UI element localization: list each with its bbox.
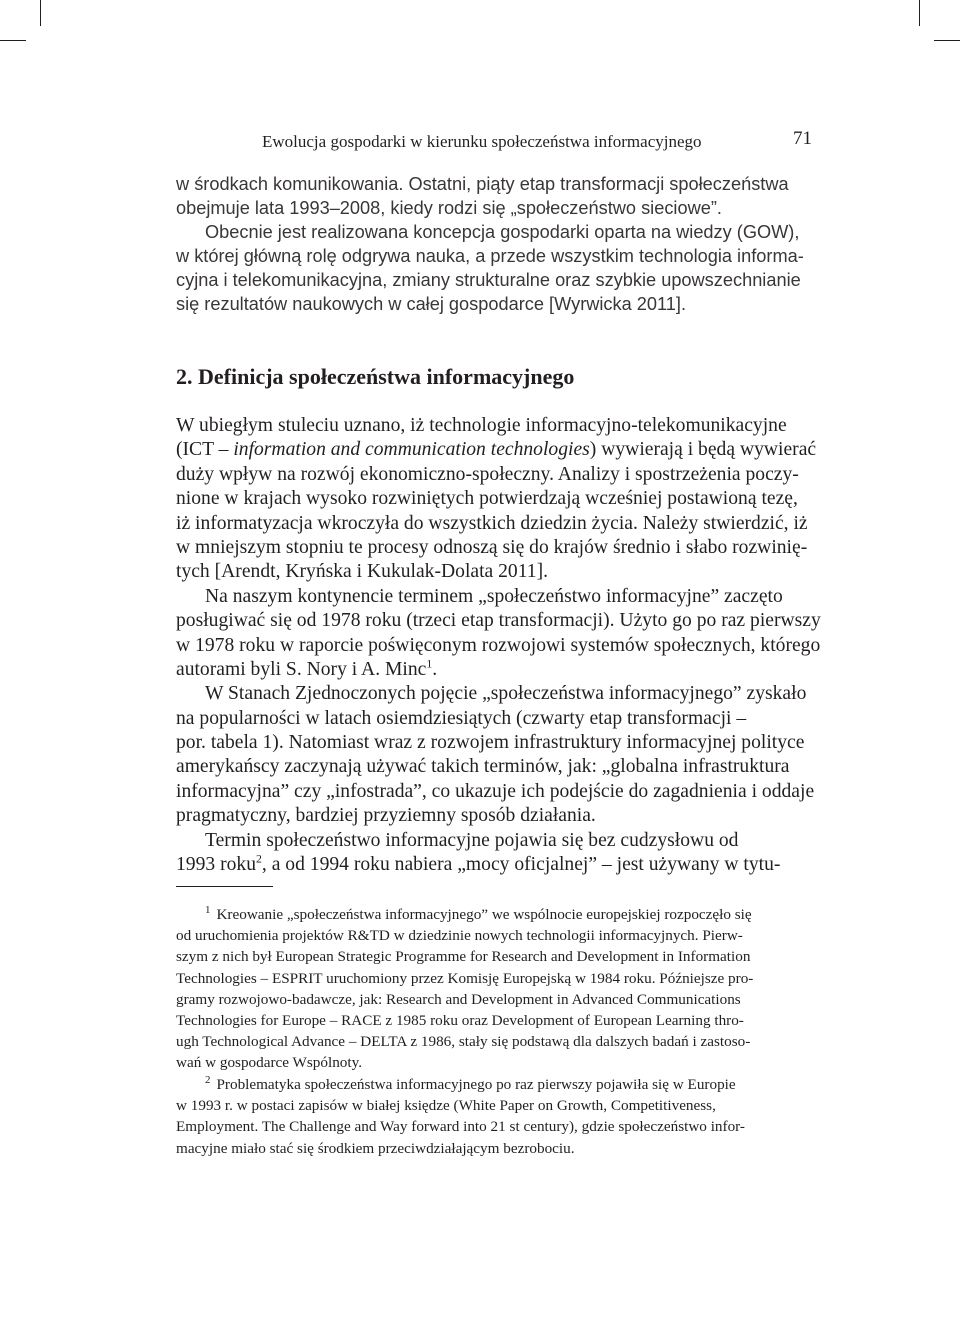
- text-line: autorami byli S. Nory i A. Minc$^1$.: [176, 657, 438, 680]
- text-line: szym z nich był European Strategic Programme for Research and Development in Information: [176, 948, 751, 966]
- crop-mark: [40, 0, 41, 26]
- text-line: duży wpływ na rozwój ekonomiczno-społeczny. Analizy i spostrzeżenia poczy-: [176, 463, 799, 485]
- page-number: 71: [793, 128, 812, 149]
- text-line: obejmuje lata 1993–2008, kiedy rodzi się „społeczeństwo sieciowe”.: [176, 198, 722, 218]
- section-heading: 2. Definicja społeczeństwa informacyjnego: [176, 364, 575, 389]
- text-line: nione w krajach wysoko rozwiniętych potwierdzają wcześniej postawioną tezę,: [176, 488, 798, 510]
- crop-mark: [934, 40, 960, 41]
- footnote-mark: 2: [205, 1073, 211, 1086]
- crop-mark: [919, 0, 920, 26]
- text-line: Obecnie jest realizowana koncepcja gospodarki oparta na wiedzy (GOW),: [205, 222, 800, 242]
- text-line: cyjna i telekomunikacyjna, zmiany strukturalne oraz szybkie upowszechnianie: [176, 270, 801, 290]
- text-line: Na naszym kontynencie terminem „społeczeństwo informacyjne” zaczęto: [205, 585, 783, 607]
- text-line: w mniejszym stopniu te procesy odnoszą się do krajów średnio i słabo rozwinię-: [176, 536, 808, 558]
- text-line: Termin społeczeństwo informacyjne pojawia się bez cudzysłowu od: [205, 829, 739, 851]
- running-header: [262, 128, 812, 158]
- text-line: pragmatyczny, bardziej przyziemny sposób działania.: [176, 805, 596, 827]
- footnote-2: [176, 1074, 812, 1159]
- italic-term: information and communication technologies: [233, 439, 590, 461]
- footnote-ref[interactable]: 1: [426, 657, 433, 671]
- text-line: $^1$ Kreowanie „społeczeństwa informacyjnego” we wspólnocie europejskiej rozpoczęło się: [205, 903, 752, 923]
- text-line: $^2$ Problematyka społeczeństwa informacyjnego po raz pierwszy pojawiła się w Europie: [205, 1073, 736, 1093]
- body-text: [176, 414, 821, 877]
- footnote-separator: [176, 886, 273, 887]
- text-line: Employment. The Challenge and Way forward into 21 st century), gdzie społeczeństwo infor-: [176, 1118, 745, 1136]
- text-line: ugh Technological Advance – DELTA z 1986, stały się podstawą dla dalszych badań i zastoso-: [176, 1033, 751, 1051]
- text-line: Technologies – ESPRIT uruchomiony przez Komisję Europejską w 1984 roku. Późniejsze pro-: [176, 969, 754, 987]
- text-line: amerykańscy zaczynają używać takich terminów, jak: „globalna infrastruktura: [176, 756, 790, 778]
- top-paragraph: [176, 172, 812, 316]
- text-line: por. tabela 1). Natomiast wraz z rozwojem infrastruktury informacyjnej polityce: [176, 732, 805, 754]
- text-line: W Stanach Zjednoczonych pojęcie „społeczeństwa informacyjnego” zyskało: [205, 683, 807, 705]
- text-line: macyjne miało stać się środkiem przeciwdziałającym bezrobociu.: [176, 1139, 575, 1157]
- text-line: 1993 roku$^2$, a od 1994 roku nabiera „mocy oficjalnej” – jest używany w tytu-: [176, 852, 781, 876]
- text-line: w środkach komunikowania. Ostatni, piąty etap transformacji społeczeństwa: [176, 174, 789, 194]
- text-line: gramy rozwojowo-badawcze, jak: Research and Development in Advanced Communications: [176, 990, 741, 1008]
- text-line: w 1978 roku w raporcie poświęconym rozwojowi systemów społecznych, którego: [176, 634, 821, 656]
- text-line: iż informatyzacja wkroczyła do wszystkich dziedzin życia. Należy stwierdzić, iż: [176, 512, 808, 534]
- text-line: na popularności w latach osiemdziesiątych (czwarty etap transformacji –: [176, 707, 747, 729]
- text-line: informacyjna” czy „infostrada”, co ukazuje ich podejście do zagadnienia i oddaje: [176, 780, 815, 802]
- text-line: tych [Arendt, Kryńska i Kukulak-Dolata 2011].: [176, 561, 549, 583]
- text-line: od uruchomienia projektów R&TD w dziedzinie nowych technologii informacyjnych. Pierw-: [176, 927, 743, 945]
- text-line: się rezultatów naukowych w całej gospodarce [Wyrwicka 2011].: [176, 294, 686, 314]
- footnote-ref[interactable]: 2: [256, 852, 262, 866]
- running-title: Ewolucja gospodarki w kierunku społeczeństwa informacyjnego: [262, 132, 702, 151]
- text-line: w której główną rolę odgrywa nauka, a przede wszystkim technologia informa-: [176, 246, 804, 266]
- text-line: Technologies for Europe – RACE z 1985 roku oraz Development of European Learning thro-: [176, 1011, 744, 1029]
- text-line: posługiwać się od 1978 roku (trzeci etap transformacji). Użyto go po raz pierwszy: [176, 610, 821, 632]
- crop-mark: [0, 40, 26, 41]
- footnote-1: [176, 904, 812, 1074]
- footnote-mark: 1: [205, 903, 211, 916]
- text-line: (ICT – information and communication technologies) wywierają i będą wywierać: [176, 439, 817, 461]
- text-line: wań w gospodarce Wspólnoty.: [176, 1054, 363, 1072]
- text-line: w 1993 r. w postaci zapisów w białej księdze (White Paper on Growth, Competitiveness,: [176, 1097, 716, 1115]
- text-line: W ubiegłym stuleciu uznano, iż technologie informacyjno-telekomunikacyjne: [176, 415, 787, 436]
